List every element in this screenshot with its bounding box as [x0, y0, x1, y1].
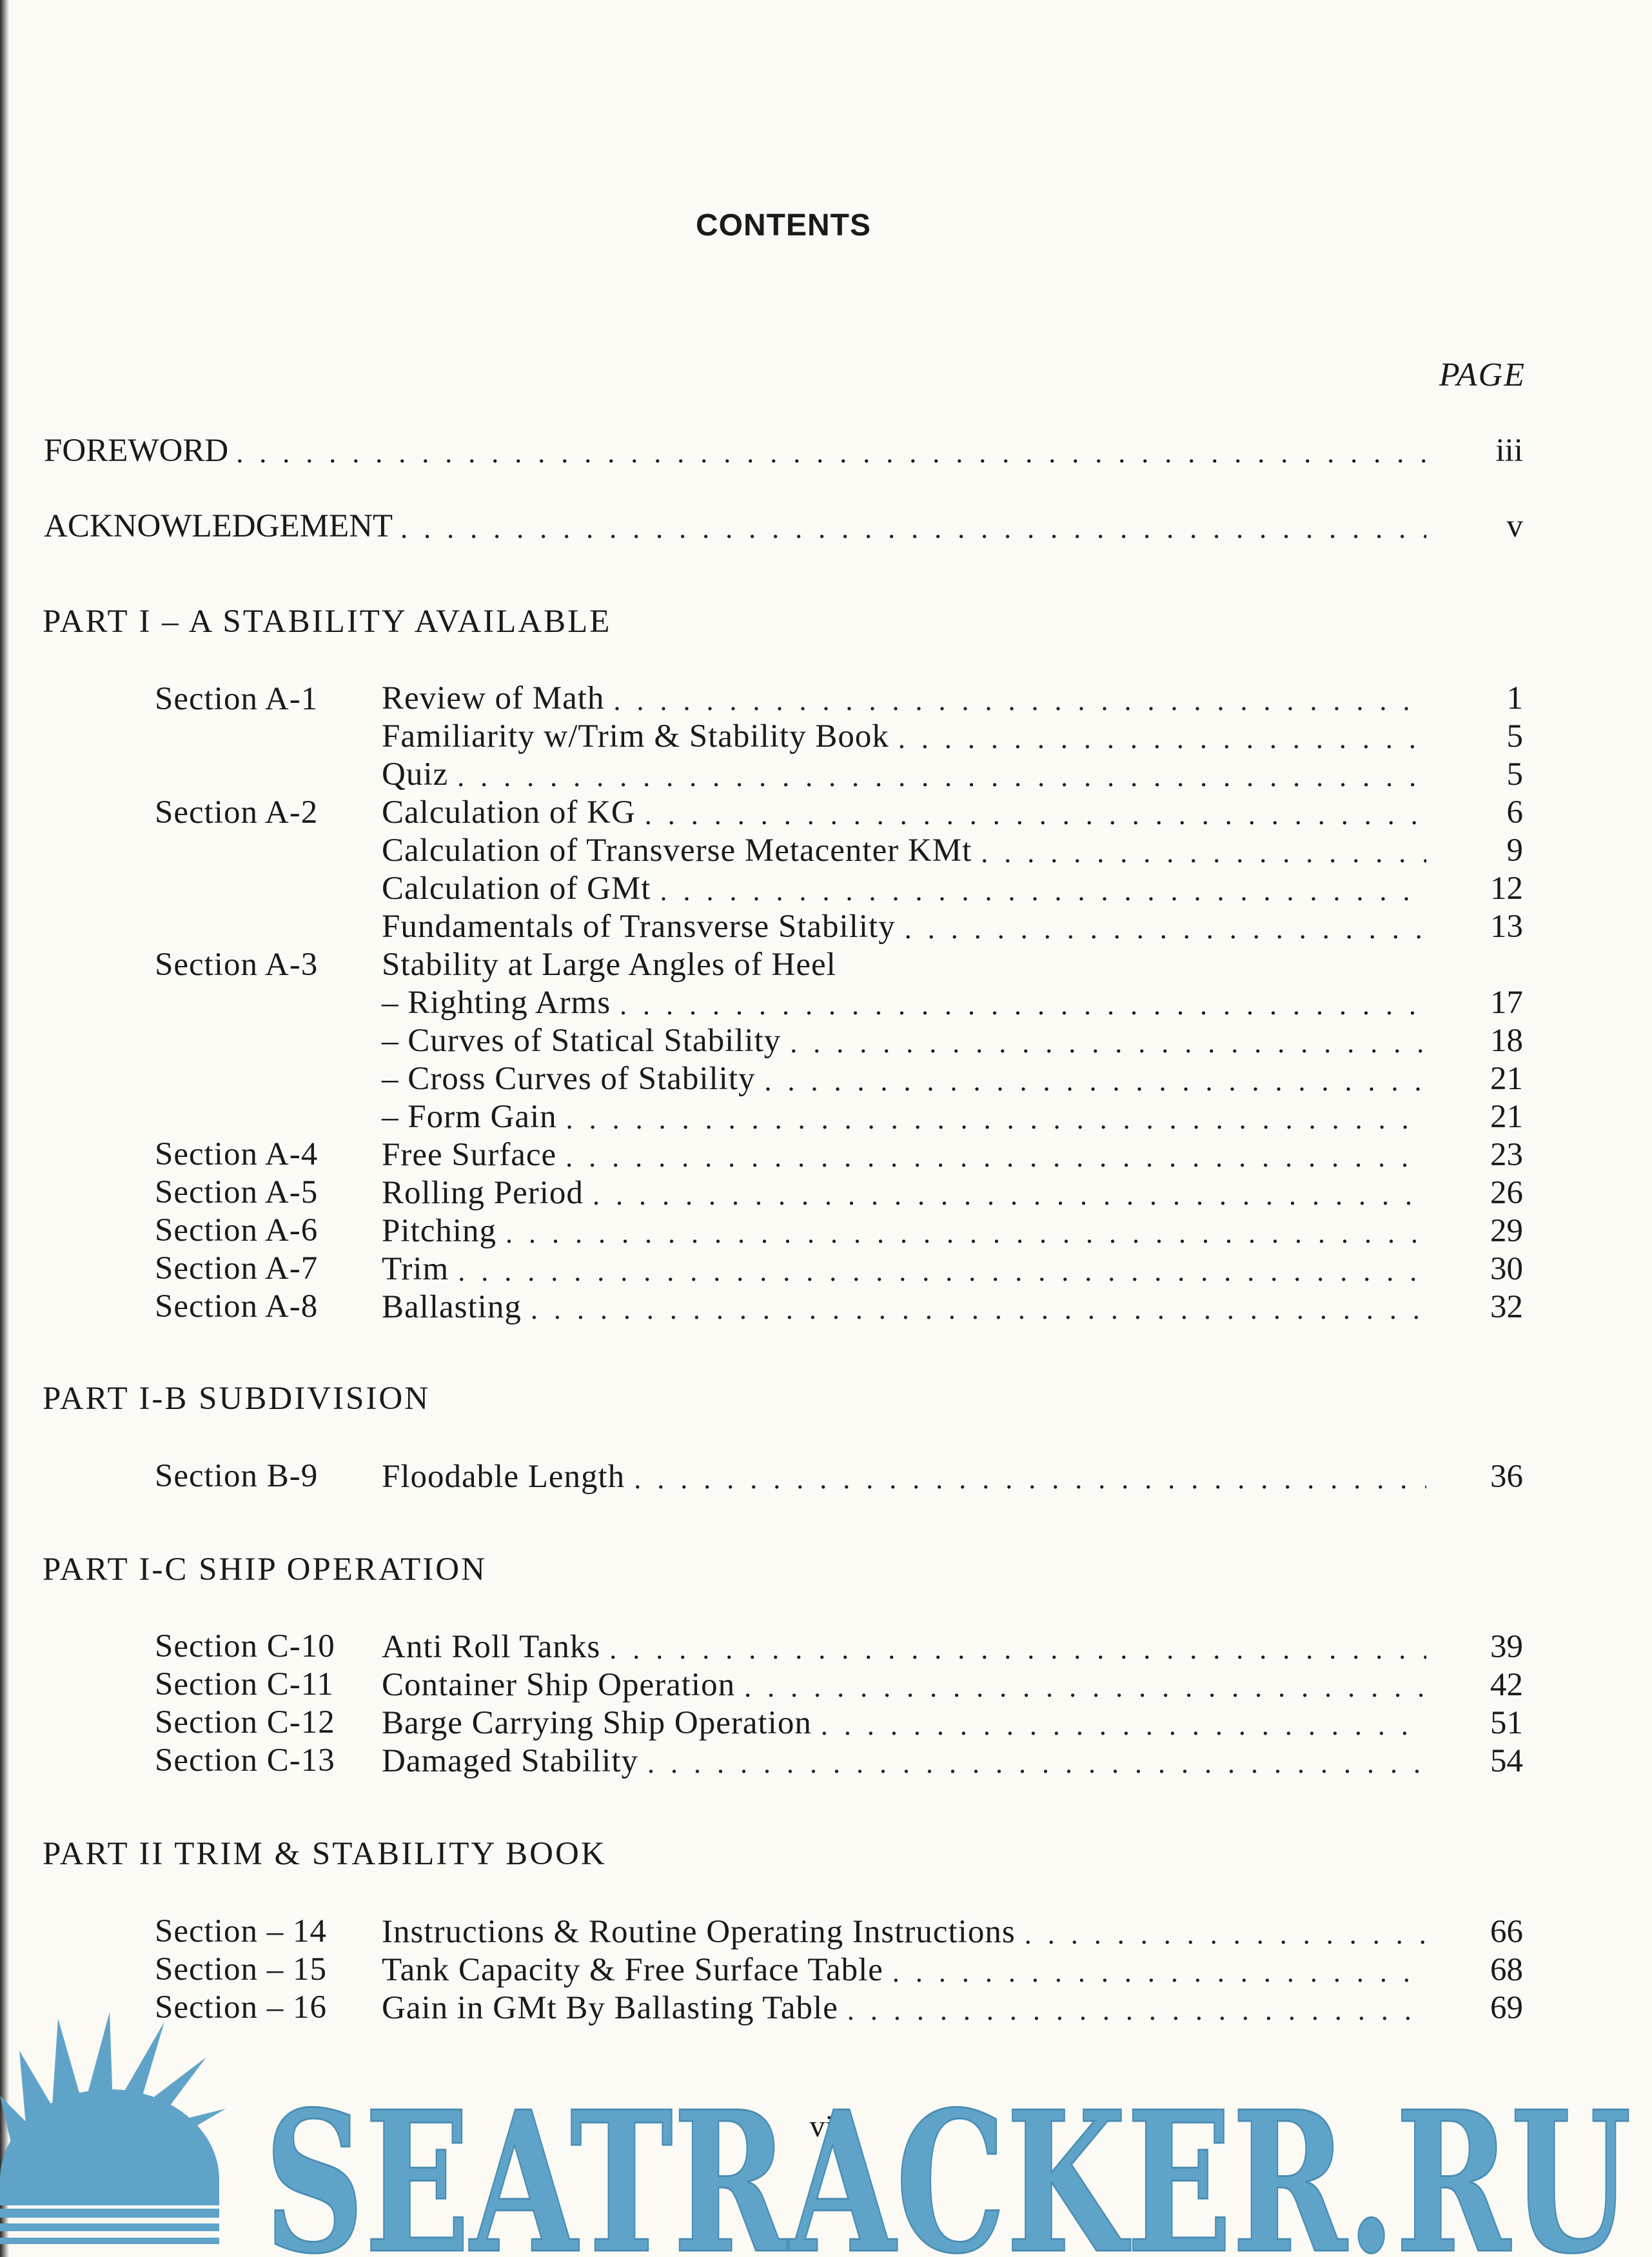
toc-entry-label: Familiarity w/Trim & Stability Book [382, 718, 889, 754]
toc-page-number: 6 [1506, 794, 1523, 831]
toc-page-number: 66 [1490, 1914, 1523, 1950]
toc-page-number: 1 [1506, 680, 1523, 716]
toc-page-number: 29 [1490, 1213, 1523, 1249]
dot-leader [645, 798, 1426, 831]
toc-entry-label: Calculation of GMt [382, 871, 651, 907]
toc-entry[interactable] [382, 1287, 1523, 1326]
dot-leader [609, 1633, 1426, 1666]
toc-entry[interactable] [382, 945, 1523, 983]
section-label: Section – 15 [155, 1951, 327, 1987]
toc-entry[interactable] [382, 907, 1523, 945]
toc-entry[interactable] [382, 1249, 1523, 1288]
toc-entry-label: Calculation of KG [382, 794, 636, 831]
toc-page-number: 9 [1506, 833, 1523, 869]
toc-entry[interactable] [382, 1211, 1523, 1250]
toc-page-number: 26 [1490, 1175, 1523, 1211]
toc-page-number: 54 [1490, 1743, 1523, 1779]
toc-entry-label: Rolling Period [382, 1175, 584, 1211]
toc-page-number: 21 [1490, 1099, 1523, 1135]
dot-leader [744, 1671, 1426, 1704]
dot-leader [821, 1709, 1426, 1742]
toc-page-number: iii [1495, 433, 1523, 469]
toc-page-number: 5 [1506, 718, 1523, 754]
toc-entry[interactable] [382, 793, 1523, 831]
toc-page-number: 30 [1490, 1251, 1523, 1287]
toc-entry[interactable] [382, 1059, 1523, 1098]
section-label: Section A-7 [155, 1250, 319, 1286]
dot-leader [905, 912, 1426, 945]
toc-entry-label: Barge Carrying Ship Operation [382, 1705, 812, 1741]
toc-entry[interactable] [382, 831, 1523, 869]
page-edge-shadow [0, 0, 9, 2257]
toc-page-number: v [1506, 508, 1523, 544]
toc-entry[interactable] [382, 1097, 1523, 1136]
part-heading: PART II TRIM & STABILITY BOOK [43, 1836, 607, 1872]
toc-entry[interactable] [382, 1627, 1523, 1666]
toc-page-number: 13 [1490, 909, 1523, 945]
section-label: Section C-13 [155, 1742, 335, 1779]
dot-leader [458, 1255, 1426, 1288]
toc-entry-label: Floodable Length [382, 1459, 625, 1495]
section-label: Section B-9 [155, 1458, 319, 1494]
toc-entry-label: – Curves of Statical Stability [382, 1023, 782, 1059]
section-label: Section – 14 [155, 1913, 327, 1949]
toc-page-number: 21 [1490, 1061, 1523, 1097]
toc-entry[interactable] [382, 716, 1523, 755]
page-number-footer: vii [809, 2109, 843, 2144]
toc-page-number: 69 [1490, 1990, 1523, 2026]
toc-entry-label: FOREWORD [44, 433, 229, 469]
dot-leader [647, 1747, 1426, 1780]
dot-leader [457, 760, 1426, 793]
dot-leader [620, 989, 1426, 1021]
toc-entry[interactable] [382, 983, 1523, 1021]
toc-page-number: 36 [1490, 1459, 1523, 1495]
toc-entry-label: Stability at Large Angles of Heel [382, 947, 836, 983]
toc-page-number: 17 [1490, 985, 1523, 1021]
section-label: Section A-8 [155, 1288, 319, 1325]
section-label: Section C-10 [155, 1628, 335, 1664]
toc-entry[interactable] [382, 754, 1523, 793]
toc-entry-label: Anti Roll Tanks [382, 1629, 601, 1665]
toc-entry[interactable] [382, 1950, 1523, 1989]
section-label: Section A-1 [155, 681, 319, 717]
toc-entry-label: Instructions & Routine Operating Instructions [382, 1914, 1016, 1950]
toc-entry[interactable] [382, 1741, 1523, 1780]
dot-leader [566, 1103, 1426, 1136]
part-heading: PART I – A STABILITY AVAILABLE [43, 604, 612, 640]
toc-entry-foreword[interactable] [44, 431, 1523, 469]
dot-leader [531, 1293, 1426, 1326]
toc-entry[interactable] [382, 1457, 1523, 1495]
dot-leader [613, 684, 1426, 717]
dot-leader [660, 874, 1426, 907]
dot-leader [1025, 1918, 1426, 1951]
dot-leader [593, 1179, 1426, 1212]
page-title: CONTENTS [696, 208, 871, 242]
toc-entry-label: – Righting Arms [382, 985, 611, 1021]
toc-entry-label: Damaged Stability [382, 1743, 639, 1779]
dot-leader [400, 512, 1426, 545]
section-label: Section C-11 [155, 1666, 334, 1702]
toc-entry-label: Fundamentals of Transverse Stability [382, 909, 896, 945]
dot-leader [634, 1463, 1426, 1495]
section-label: Section – 16 [155, 1989, 327, 2025]
toc-entry[interactable] [382, 1912, 1523, 1951]
toc-entry[interactable] [382, 1173, 1523, 1212]
section-label: Section A-5 [155, 1174, 319, 1210]
dot-leader [236, 437, 1426, 469]
sun-icon [0, 2012, 226, 2244]
watermark-logo [0, 2012, 1652, 2257]
toc-page-number: 42 [1490, 1667, 1523, 1703]
section-label: Section A-3 [155, 947, 319, 983]
section-label: Section A-6 [155, 1212, 319, 1248]
toc-page-number: 39 [1490, 1629, 1523, 1665]
toc-page-number: 32 [1490, 1289, 1523, 1325]
toc-entry[interactable] [382, 1021, 1523, 1060]
dot-leader [765, 1065, 1426, 1098]
toc-entry-label: ACKNOWLEDGEMENT [44, 508, 393, 544]
toc-entry-label: Gain in GMt By Ballasting Table [382, 1990, 838, 2026]
toc-entry-label: Free Surface [382, 1137, 557, 1173]
toc-page-number: 68 [1490, 1952, 1523, 1988]
toc-entry-label: Calculation of Transverse Metacenter KMt [382, 833, 972, 869]
part-heading: PART I-B SUBDIVISION [43, 1381, 431, 1417]
section-label: Section A-4 [155, 1136, 319, 1172]
toc-entry-acknowledgement[interactable] [44, 506, 1523, 545]
toc-page-number: 23 [1490, 1137, 1523, 1173]
dot-leader [898, 722, 1426, 755]
toc-entry[interactable] [382, 869, 1523, 907]
toc-entry-label: Tank Capacity & Free Surface Table [382, 1952, 883, 1988]
watermark-text: SEATRACKER.RU [264, 2069, 1631, 2257]
dot-leader [565, 1141, 1426, 1174]
toc-page-number: 5 [1506, 756, 1523, 793]
toc-page-number: 12 [1490, 871, 1523, 907]
toc-entry-label: – Form Gain [382, 1099, 557, 1135]
toc-entry-label: Review of Math [382, 680, 605, 716]
toc-entry-label: Pitching [382, 1213, 497, 1249]
section-label: Section C-12 [155, 1704, 335, 1740]
page-column-heading: PAGE [1439, 357, 1526, 393]
toc-entry-label: Container Ship Operation [382, 1667, 736, 1703]
section-label: Section A-2 [155, 794, 319, 831]
toc-entry-label: Ballasting [382, 1289, 522, 1325]
toc-entry-label: – Cross Curves of Stability [382, 1061, 756, 1097]
dot-leader [892, 1956, 1426, 1989]
toc-entry-label: Quiz [382, 756, 449, 793]
part-heading: PART I-C SHIP OPERATION [43, 1552, 487, 1588]
toc-entry-label: Trim [382, 1251, 449, 1287]
dot-leader [506, 1217, 1426, 1250]
dot-leader [981, 836, 1426, 869]
toc-page-number: 18 [1490, 1023, 1523, 1059]
toc-entry[interactable] [382, 1665, 1523, 1704]
dot-leader [790, 1027, 1426, 1060]
toc-entry[interactable] [382, 678, 1523, 717]
toc-page-number: 51 [1490, 1705, 1523, 1741]
toc-entry[interactable] [382, 1703, 1523, 1742]
toc-entry[interactable] [382, 1135, 1523, 1174]
